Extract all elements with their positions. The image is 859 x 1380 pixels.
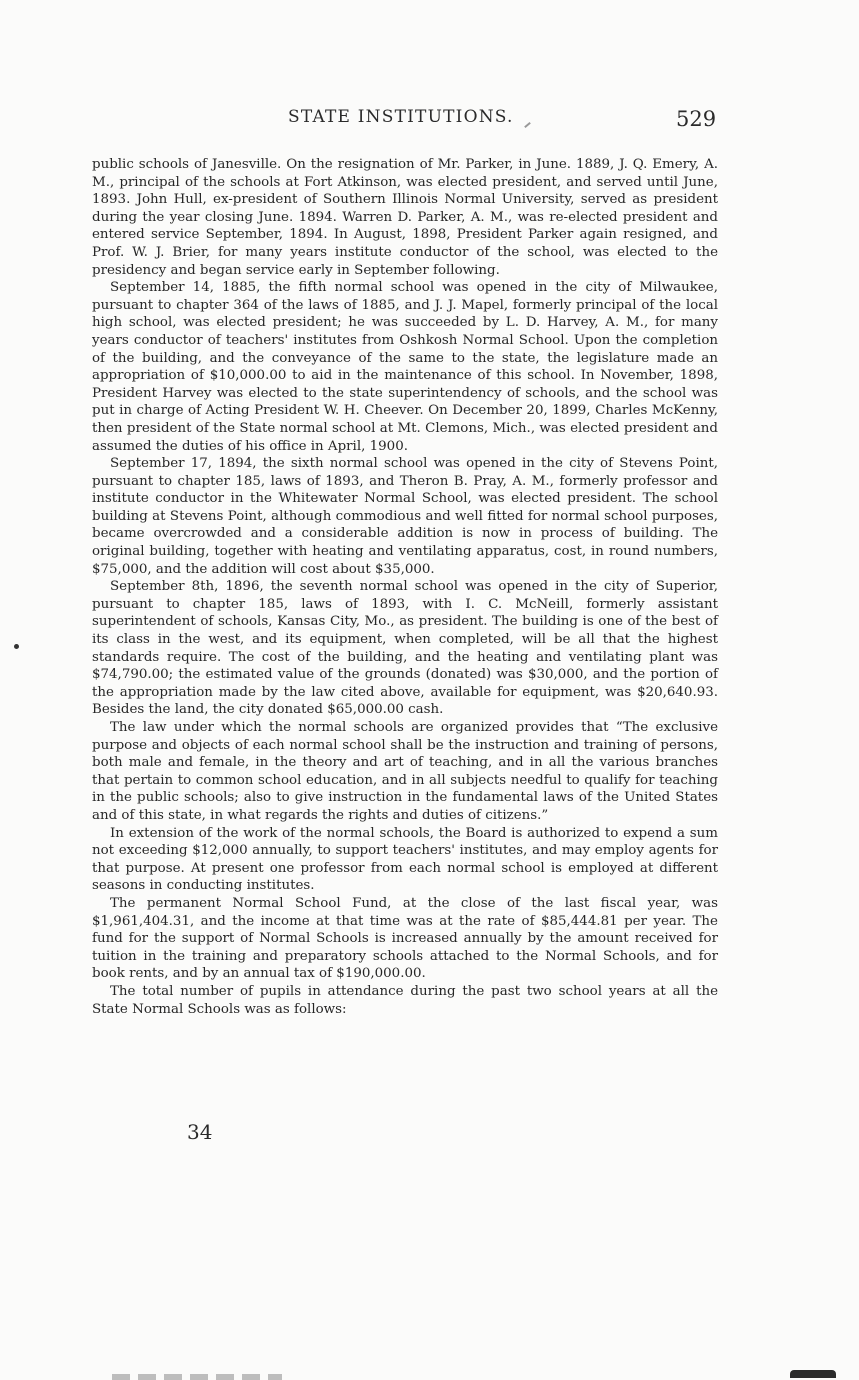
paragraph-normal-school-law: The law under which the normal schools are organized provides that “The exclusive purpose and objects of each normal school shall be the instruction and training of persons, both male and female, in the theory and art of teaching, and in all the various branches that pertain to common school education, and in all subjects needful to qualify for teaching in the public schools; also to give instruction in the fundamental laws of the United States and of this state, in what regards the rights and duties of citizens.” [92, 720, 718, 823]
corner-edge-mark [790, 1370, 836, 1378]
paragraph-teachers-institutes: In extension of the work of the normal schools, the Board is authorized to expend a sum not exceeding $12,000 annually, to support teachers' institutes, and may employ agents for that purpose. At present one professor from each normal school is employed at different seasons in conducting institutes. [92, 825, 718, 894]
paragraph-pupil-attendance: The total number of pupils in attendance during the past two school years at all the State Normal Schools was as follows: [92, 983, 718, 1017]
signature-mark: 34 [187, 1120, 213, 1144]
paragraph-janesville-presidents: public schools of Janesville. On the resignation of Mr. Parker, in June. 1889, J. Q. Emery, A. M., principal of the schools at Fort Atkinson, was elected president, and served until June, 1893. John Hull, ex-president of Southern Illinois Normal University, served as president during the year closing June. 1894. Warren D. Parker, A. M., was re-elected president and entered service September, 1894. In August, 1898, President Parker again resigned, and Prof. W. J. Brier, for many years institute conductor of the school, was elected to the presidency and began service early in September following. [92, 157, 718, 278]
paragraph-superior-school: September 8th, 1896, the seventh normal school was opened in the city of Superior, pursuant to chapter 185, laws of 1893, with I. C. McNeill, formerly assistant superintendent of schools, Kansas City, Mo., as president. The building is one of the best of its class in the west, and its equipment, when completed, will be all that the highest standards require. The cost of the building, and the heating and ventilating plant was $74,790.00; the estimated value of the grounds (donated) was $30,000, and the portion of the appropriation made by the law cited above, available for equipment, was $20,640.93. Besides the land, the city donated $65,000.00 cash. [92, 579, 718, 718]
paragraph-normal-school-fund: The permanent Normal School Fund, at the close of the last fiscal year, was $1,961,404.31, and the income at that time was at the rate of $85,444.81 per year. The fund for the support of Normal Schools is increased annually by the amount received for tuition in the training and preparatory schools attached to the Normal Schools, and for book rents, and by an annual tax of $190,000.00. [92, 895, 718, 982]
bottom-edge-mark [112, 1374, 282, 1380]
paragraph-stevens-point-school: September 17, 1894, the sixth normal school was opened in the city of Stevens Point, pursuant to chapter 185, laws of 1893, and Theron B. Pray, A. M., formerly professor and institute conductor in the Whitewater Normal School, was elected president. The school building at Stevens Point, although commodious and well fitted for normal school purposes, became overcrowded and a considerable addition is now in process of building. The original building, together with heating and ventilating apparatus, cost, in round numbers, $75,000, and the addition will cost about $35,000. [92, 456, 718, 577]
body-text [92, 156, 718, 1018]
paragraph-milwaukee-school: September 14, 1885, the fifth normal school was opened in the city of Milwaukee, pursuant to chapter 364 of the laws of 1885, and J. J. Mapel, formerly principal of the local high school, was elected president; he was succeeded by L. D. Harvey, A. M., for many years conductor of teachers' institutes from Oshkosh Normal School. Upon the completion of the building, and the conveyance of the same to the state, the legislature made an appropriation of $10,000.00 to aid in the maintenance of this school. In November, 1898, President Harvey was elected to the state superintendency of schools, and the school was put in charge of Acting President W. H. Cheever. On December 20, 1899, Charles McKenny, then president of the State normal school at Mt. Clemons, Mich., was elected president and assumed the duties of his office in April, 1900. [92, 280, 718, 454]
running-head: STATE INSTITUTIONS. [288, 107, 514, 127]
page-number: 529 [676, 107, 717, 131]
margin-speck [14, 644, 19, 649]
scan-speck [524, 122, 531, 128]
